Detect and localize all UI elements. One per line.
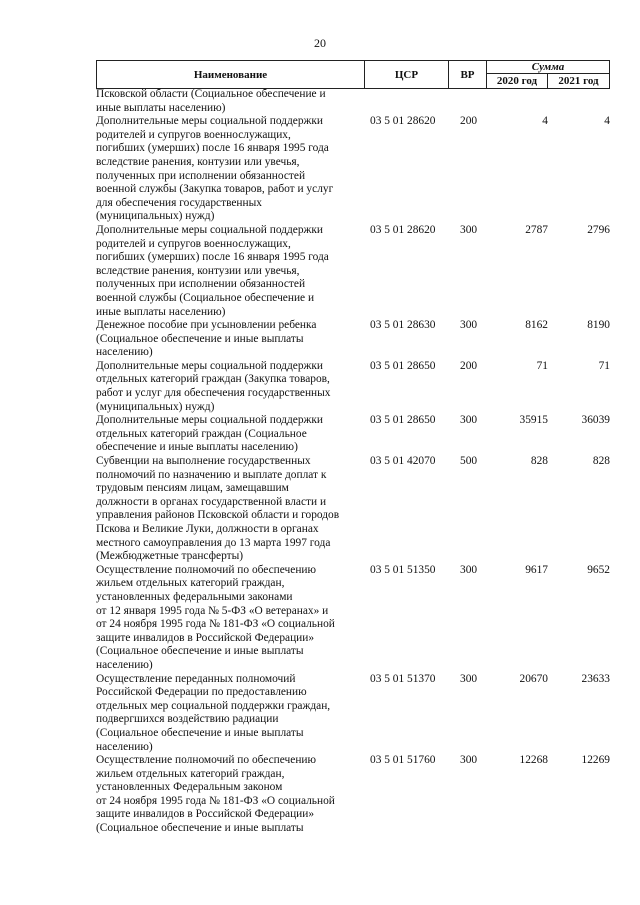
row-name <box>96 673 364 755</box>
row-name-line: отдельных категорий граждан (Закупка товаров, <box>96 373 330 386</box>
row-name-line: от 12 января 1995 года № 5-ФЗ «О ветеранах» и <box>96 604 329 617</box>
header-year-2021: 2021 год <box>558 75 599 87</box>
row-sum-2020: 8162 <box>525 319 548 332</box>
row-sum-2020: 4 <box>542 115 548 128</box>
row-csr: 03 5 01 28620 <box>370 115 436 128</box>
row-vr: 200 <box>460 359 478 372</box>
row-name-line: от 24 ноября 1995 года № 181-ФЗ «О социальной <box>96 794 335 807</box>
row-name-line: Дополнительные меры социальной поддержки <box>96 414 324 427</box>
row-csr: 03 5 01 28630 <box>370 319 436 332</box>
row-name-line: Пскова и Великие Луки, должности в органах <box>96 523 319 535</box>
row-sum-2020 <box>494 88 548 115</box>
row-sum-2020: 12268 <box>519 754 548 767</box>
table-row <box>96 754 610 836</box>
table-row <box>96 455 610 564</box>
row-sum-2021: 2796 <box>587 223 610 236</box>
table-row <box>96 224 610 319</box>
header-sum: Сумма <box>487 61 609 74</box>
row-sum-2020: 828 <box>530 455 548 468</box>
row-name <box>96 319 364 360</box>
row-name-line: защите инвалидов в Российской Федерации» <box>96 631 315 644</box>
row-sum-2021: 4 <box>604 115 610 128</box>
row-sum-2021: 12269 <box>581 754 610 767</box>
row-sum-2021: 8190 <box>587 319 610 332</box>
row-name-line: погибших (умерших) после 16 января 1995 года <box>96 251 329 264</box>
row-csr: 03 5 01 42070 <box>370 455 436 468</box>
row-name-line: должности в органах государственной власти и <box>96 495 327 508</box>
row-name-line: трудовым пенсиям лицам, замещавшим <box>96 482 289 495</box>
row-name-line: населению) <box>96 658 153 671</box>
row-name-line: Денежное пособие при усыновлении ребенка <box>96 319 317 332</box>
row-name-line: (муниципальных) нужд) <box>96 400 215 413</box>
row-name-line: жильем отдельных категорий граждан, <box>96 577 285 590</box>
table-row <box>96 115 610 224</box>
row-name-line: населению) <box>96 346 153 359</box>
row-name-line: полученных при исполнении обязанностей <box>96 169 306 182</box>
row-name-line: жильем отдельных категорий граждан, <box>96 767 285 780</box>
row-name-line: отдельных мер социальной поддержки граждан, <box>96 699 331 712</box>
row-name-line: отдельных категорий граждан (Социальное <box>96 427 307 440</box>
row-name-line: Российской Федерации по предоставлению <box>96 686 307 699</box>
row-name-line: работ и услуг для обеспечения государственных <box>96 387 331 400</box>
row-name <box>96 88 364 115</box>
row-name-line: Осуществление полномочий по обеспечению <box>96 754 317 767</box>
row-name-line: подвергшихся воздействию радиации <box>96 713 279 726</box>
row-name <box>96 224 364 319</box>
row-name <box>96 754 364 836</box>
row-csr <box>364 88 456 115</box>
row-name-line: иные выплаты населению) <box>96 101 226 114</box>
row-vr: 300 <box>460 754 478 767</box>
row-name <box>96 360 364 414</box>
row-name-line: от 24 ноября 1995 года № 181-ФЗ «О социальной <box>96 618 335 631</box>
row-name <box>96 455 364 564</box>
row-name-line: установленных федеральными законами <box>96 590 293 603</box>
row-name-line: защите инвалидов в Российской Федерации» <box>96 808 315 821</box>
row-name-line: местного самоуправления до 13 марта 1997 года <box>96 536 331 549</box>
table-row <box>96 414 610 455</box>
row-name-line: Дополнительные меры социальной поддержки <box>96 115 324 128</box>
row-name-line: военной службы (Закупка товаров, работ и услуг <box>96 183 334 196</box>
row-name <box>96 414 364 455</box>
table-row <box>96 360 610 414</box>
row-name-line: погибших (умерших) после 16 января 1995 года <box>96 142 329 155</box>
table-body <box>96 88 610 836</box>
row-name-line: (Межбюджетные трансферты) <box>96 550 244 563</box>
row-sum-2020: 2787 <box>525 223 548 236</box>
row-vr: 500 <box>460 455 478 468</box>
row-name-line: (Социальное обеспечение и иные выплаты <box>96 822 304 835</box>
row-sum-2020: 71 <box>536 359 548 372</box>
row-name-line: (Социальное обеспечение и иные выплаты <box>96 645 304 658</box>
row-name-line: Дополнительные меры социальной поддержки <box>96 223 324 236</box>
table-row <box>96 319 610 360</box>
row-name-line: вследствие ранения, контузии или увечья, <box>96 155 300 168</box>
row-name-line: вследствие ранения, контузии или увечья, <box>96 264 300 277</box>
row-sum-2020: 35915 <box>519 414 548 427</box>
row-vr: 300 <box>460 563 478 576</box>
row-name-line: военной службы (Социальное обеспечение и <box>96 291 315 304</box>
row-sum-2020: 20670 <box>519 672 548 685</box>
row-csr: 03 5 01 28650 <box>370 359 436 372</box>
row-sum-2021: 36039 <box>581 414 610 427</box>
row-name-line: (Социальное обеспечение и иные выплаты <box>96 332 304 345</box>
row-name-line: для обеспечения государственных <box>96 196 262 209</box>
row-sum-2021 <box>548 88 610 115</box>
row-name <box>96 115 364 224</box>
page-number: 20 <box>314 36 326 50</box>
row-name-line: (Социальное обеспечение и иные выплаты <box>96 726 304 739</box>
row-name-line: иные выплаты населению) <box>96 305 226 318</box>
table-row <box>96 88 610 115</box>
row-name-line: обеспечение и иные выплаты населению) <box>96 441 298 454</box>
row-name-line: полномочий по назначению и выплате доплат к <box>96 468 327 481</box>
row-name-line: Осуществление полномочий по обеспечению <box>96 563 317 576</box>
row-name-line: управления районов Псковской области и городов <box>96 509 340 522</box>
row-csr: 03 5 01 51760 <box>370 754 436 767</box>
row-vr: 300 <box>460 414 478 427</box>
row-sum-2021: 71 <box>598 359 610 372</box>
row-name-line: полученных при исполнении обязанностей <box>96 278 306 291</box>
table-row <box>96 564 610 673</box>
row-csr: 03 5 01 28620 <box>370 223 436 236</box>
header-vr: ВР <box>449 61 487 88</box>
header-year-2020: 2020 год <box>487 74 548 88</box>
table-row <box>96 673 610 755</box>
row-name-line: установленных Федеральным законом <box>96 781 283 794</box>
row-name-line: Дополнительные меры социальной поддержки <box>96 359 324 372</box>
row-sum-2021: 828 <box>592 455 610 468</box>
row-vr <box>456 88 494 115</box>
row-name-line: родителей и супругов военнослужащих, <box>96 128 291 141</box>
row-vr: 300 <box>460 319 478 332</box>
row-sum-2020: 9617 <box>525 563 548 576</box>
row-vr: 200 <box>460 115 478 128</box>
row-name-line: населению) <box>96 740 153 753</box>
row-name-line: Псковской области (Социальное обеспечение и <box>96 88 326 100</box>
row-name-line: (муниципальных) нужд) <box>96 210 215 223</box>
row-csr: 03 5 01 51350 <box>370 563 436 576</box>
row-sum-2021: 9652 <box>587 563 610 576</box>
row-name <box>96 564 364 673</box>
header-name: Наименование <box>97 61 365 88</box>
row-vr: 300 <box>460 223 478 236</box>
header-csr: ЦСР <box>365 61 449 88</box>
row-name-line: родителей и супругов военнослужащих, <box>96 237 291 250</box>
table-header <box>96 60 610 89</box>
row-vr: 300 <box>460 672 478 685</box>
row-sum-2021: 23633 <box>581 672 610 685</box>
row-csr: 03 5 01 51370 <box>370 672 436 685</box>
row-name-line: Субвенции на выполнение государственных <box>96 455 311 468</box>
row-csr: 03 5 01 28650 <box>370 414 436 427</box>
row-name-line: Осуществление переданных полномочий <box>96 672 296 685</box>
